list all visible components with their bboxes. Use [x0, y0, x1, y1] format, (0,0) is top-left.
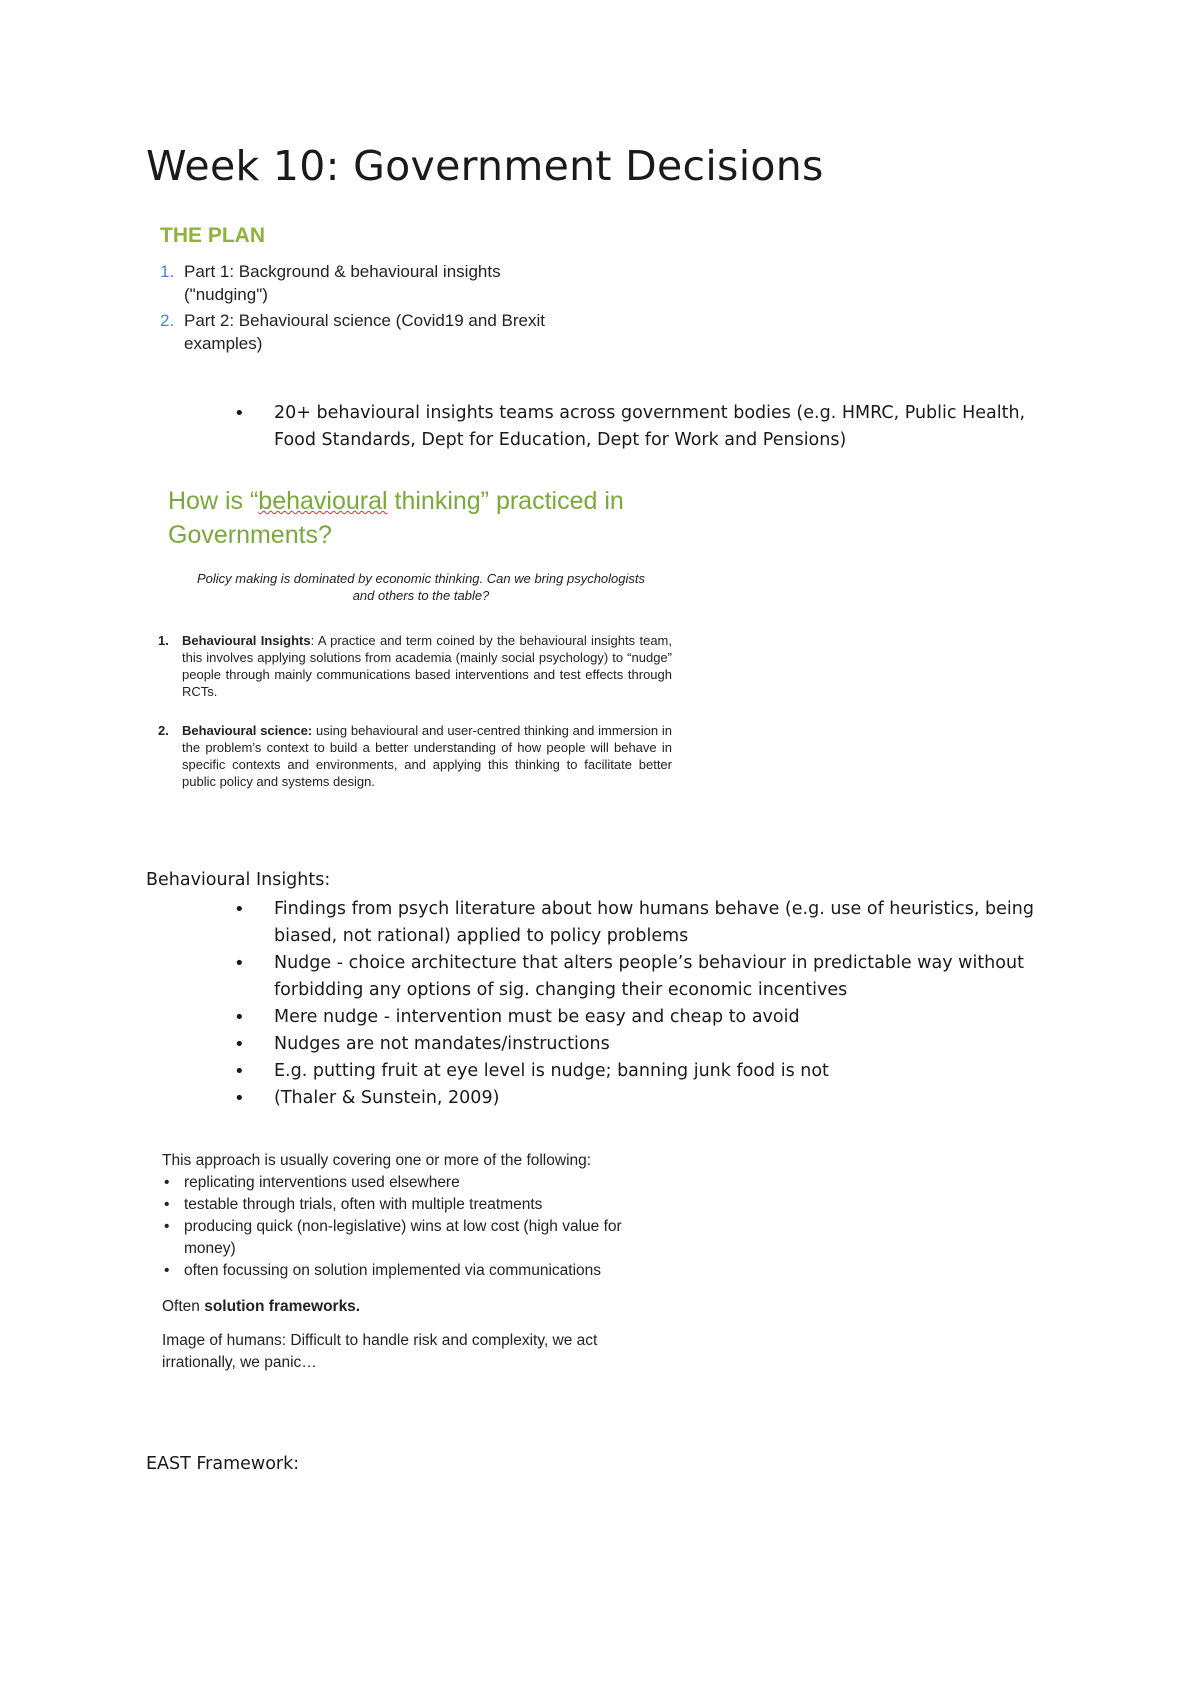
- definition-item: [156, 632, 672, 700]
- list-item-text: (Thaler & Sunstein, 2009): [274, 1088, 500, 1108]
- slide-definition-list: [156, 632, 686, 790]
- plan-item-text: Part 1: Background & behavioural insights ("nudging"): [184, 262, 501, 304]
- plan-item-text: Part 2: Behavioural science (Covid19 and Brexit examples): [184, 311, 545, 353]
- plan-slide-excerpt: [160, 224, 580, 358]
- bullet-icon: •: [234, 1088, 245, 1109]
- definition-text: [182, 632, 672, 700]
- list-item-text: Findings from psych literature about how humans behave (e.g. use of heuristics, being biased, not rational) applied to policy problems: [274, 899, 1034, 946]
- solution-frameworks-note: [162, 1296, 662, 1318]
- bullet-icon: •: [234, 1061, 245, 1082]
- plan-item-number: 2.: [160, 311, 175, 330]
- bullet-icon: •: [234, 1007, 245, 1028]
- list-item: • often focussing on solution implemented via communications: [162, 1260, 662, 1282]
- plan-list: [160, 260, 580, 355]
- note-text: Often: [162, 1298, 205, 1315]
- definition-body: : A practice and term coined by the behavioural insights team, this involves applying solutions from academia (mainly social psychology) to “nudge” people through mainly communications based interventions and test effects through RCTs.: [182, 633, 672, 699]
- list-item: • producing quick (non-legislative) wins at low cost (high value for money): [162, 1216, 662, 1260]
- behavioural-thinking-slide-excerpt: [156, 478, 686, 838]
- teams-bullet-list: [234, 400, 1054, 454]
- note-bold-text: solution frameworks.: [204, 1298, 361, 1315]
- list-item: [234, 950, 1074, 1004]
- definition-number: 2.: [158, 723, 169, 738]
- slide-title-part: How is “: [168, 487, 259, 515]
- definition-body: using behavioural and user-centred thinking and immersion in the problem’s context to build a better understanding of how people will behave in specific contexts and environments, and applying this thinking to facilitate better public policy and systems design.: [182, 723, 672, 789]
- list-item-text: Nudge - choice architecture that alters people’s behaviour in predictable way without forbidding any options of sig. changing their economic incentives: [274, 953, 1024, 1000]
- definition-term: Behavioural Insights: [182, 633, 311, 648]
- east-framework-label: EAST Framework:: [146, 1454, 300, 1474]
- bullet-icon: •: [234, 953, 245, 974]
- page-title: Week 10: Government Decisions: [146, 142, 824, 190]
- list-item: [234, 1031, 1074, 1058]
- plan-item: [160, 309, 580, 355]
- plan-heading: THE PLAN: [160, 224, 265, 247]
- list-item: [234, 1004, 1074, 1031]
- behavioural-insights-list: [234, 896, 1074, 1112]
- image-of-humans-note: Image of humans: Difficult to handle risk and complexity, we act irrationally, we panic…: [162, 1332, 598, 1371]
- approach-list: [162, 1172, 662, 1282]
- list-item: [234, 400, 1054, 454]
- definition-number: 1.: [158, 633, 169, 648]
- plan-item-number: 1.: [160, 262, 175, 281]
- slide-title-underlined-word: behavioural: [258, 487, 388, 515]
- list-item-text: Nudges are not mandates/instructions: [274, 1034, 610, 1054]
- bullet-icon: •: [234, 403, 245, 424]
- plan-item: [160, 260, 580, 306]
- list-item: [234, 1085, 1074, 1112]
- slide-title-part: thinking” practiced in Governments?: [168, 487, 624, 549]
- definition-term: Behavioural science:: [182, 723, 313, 738]
- bullet-icon: •: [234, 899, 245, 920]
- definition-item: [156, 722, 672, 790]
- slide-subtitle: Policy making is dominated by economic thinking. Can we bring psychologists and others to the table?: [197, 571, 645, 603]
- list-item: • replicating interventions used elsewhere: [162, 1172, 662, 1194]
- approach-slide-excerpt: [162, 1150, 662, 1374]
- list-item-text: 20+ behavioural insights teams across government bodies (e.g. HMRC, Public Health, Food Standards, Dept for Education, Dept for Work and Pensions): [274, 403, 1026, 450]
- behavioural-insights-label: Behavioural Insights:: [146, 870, 331, 890]
- definition-text: [182, 722, 672, 790]
- approach-intro: This approach is usually covering one or more of the following:: [162, 1152, 592, 1169]
- bullet-icon: •: [234, 1034, 245, 1055]
- list-item-text: E.g. putting fruit at eye level is nudge; banning junk food is not: [274, 1061, 829, 1081]
- list-item-text: Mere nudge - intervention must be easy and cheap to avoid: [274, 1007, 800, 1027]
- slide-title: [168, 484, 688, 552]
- list-item: [234, 896, 1074, 950]
- list-item: • testable through trials, often with multiple treatments: [162, 1194, 662, 1216]
- list-item: [234, 1058, 1074, 1085]
